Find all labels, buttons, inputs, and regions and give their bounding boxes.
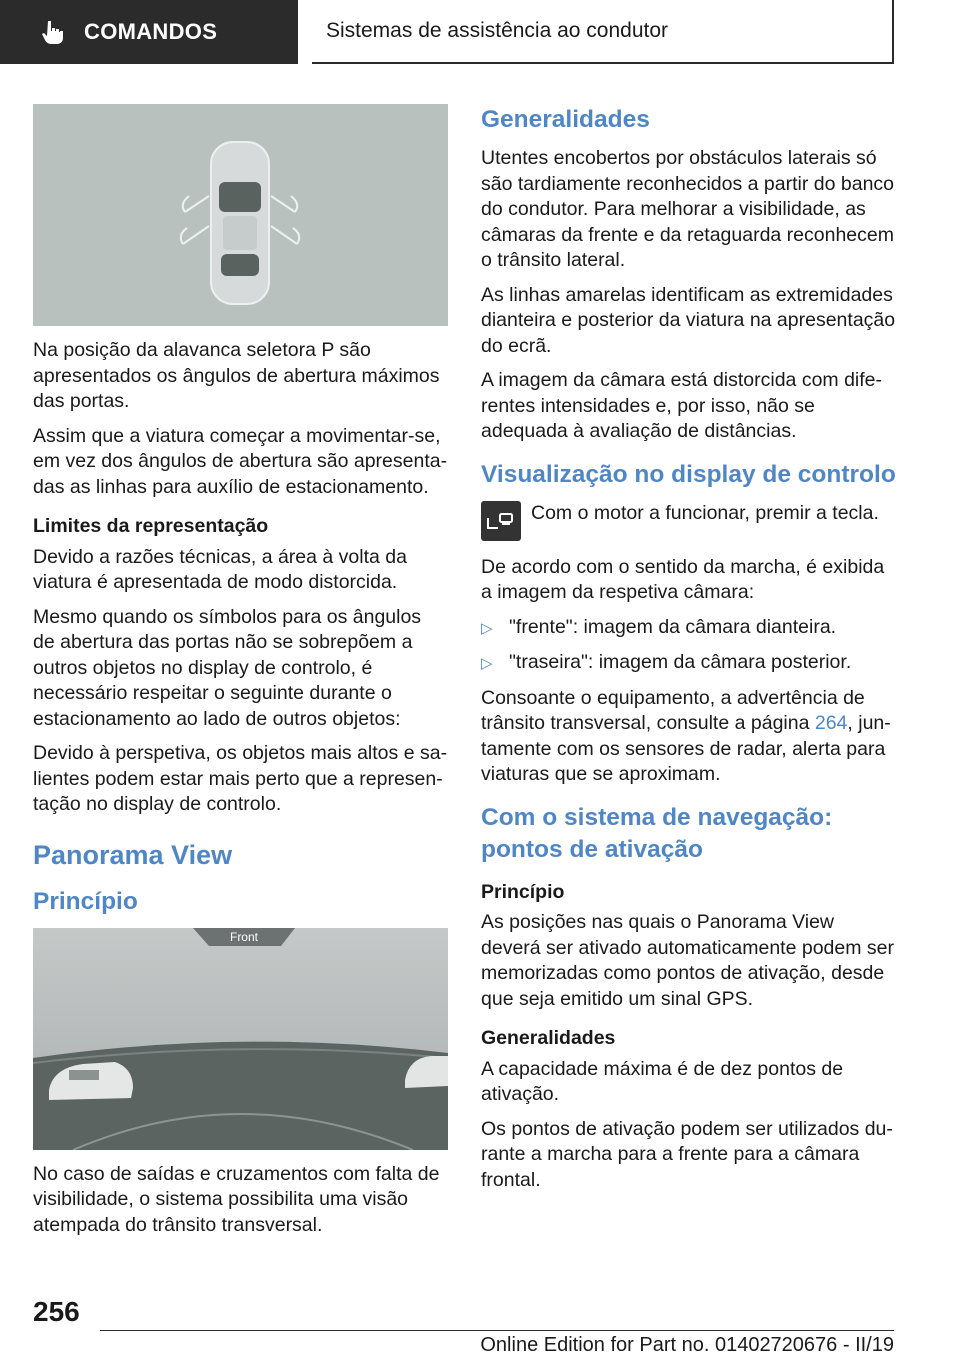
heading-visualizacao: Visualização no display de controlo: [481, 460, 896, 488]
list-item-text: "frente": imagem da câmara dianteira.: [509, 615, 837, 638]
front-label: Front: [229, 929, 259, 944]
paragraph: As linhas amarelas identificam as extremidades dianteira e posterior da viatura na apresentação do ecrã.: [481, 283, 896, 357]
list-item-text: "traseira": imagem da câmara posterior.: [509, 651, 852, 673]
heading-generalidades: Generalidades: [481, 106, 650, 133]
camera-button-icon: [481, 501, 521, 541]
paragraph: Os pontos de ativação podem ser utilizados durante a marcha para a frente para a câmara frontal.: [481, 1117, 893, 1191]
paragraph-text: , juntamente com os sensores de radar, alerta para viaturas que se aproximam.: [481, 712, 891, 785]
subheading-limits: Limites da representação: [33, 515, 269, 537]
paragraph: Mesmo quando os símbolos para os ângulos de abertura das portas não se sobrepõem a outros objetos no display de controlo, é necessário respeitar o seguinte durante o estacionamento ao lado de outros objetos:: [33, 605, 422, 730]
button-instruction-text: Com o motor a funcionar, premir a tecla.: [531, 501, 879, 524]
heading-principio: Princípio: [33, 887, 138, 915]
pointing-hand-icon: [40, 19, 66, 45]
page-link-264[interactable]: 264: [814, 712, 848, 734]
paragraph: Na posição da alavanca seletora P são apresentados os ângulos de abertura máximos das portas.: [33, 339, 440, 412]
paragraph: Devido a razões técnicas, a área à volta da viatura é apresentada de modo distorcida.: [33, 545, 407, 593]
button-instruction: [481, 501, 896, 541]
paragraph: Assim que a viatura começar a movimentar-se, em vez dos ângulos de abertura são apresentadas as linhas para auxílio de estacionamento.: [33, 424, 448, 498]
right-column: [481, 104, 896, 1202]
triangle-right-icon: ▷: [481, 655, 493, 672]
section-title: COMANDOS: [84, 19, 218, 44]
paragraph: As posições nas quais o Panorama View deverá ser ativado automaticamente podem ser memorizadas como pontos de ativação, desde que seja emitido um sinal GPS.: [481, 911, 894, 1010]
list-item: [481, 650, 896, 677]
triangle-right-icon: ▷: [481, 619, 493, 637]
heading-navegacao: Com o sistema de navegação: pontos de ativação: [481, 803, 833, 863]
paragraph-text: Consoante o equipamento, a advertência de trânsito transversal, consulte a página: [481, 686, 865, 734]
subheading-generalidades: Generalidades: [481, 1027, 616, 1049]
section-tab: [0, 0, 298, 64]
list-item: [481, 615, 896, 642]
paragraph: No caso de saídas e cruzamentos com falta de visibilidade, o sistema possibilita uma visão atempada do trânsito transversal.: [33, 1162, 440, 1236]
chapter-title: Sistemas de assistência ao condutor: [326, 19, 669, 42]
heading-panorama-view: Panorama View: [33, 839, 233, 870]
footer-divider: [100, 1330, 894, 1331]
paragraph: Utentes encobertos por obstáculos laterais só são tardiamente reconhecidos a partir do banco do condutor. Para melhorar a visibilidade, as câmaras da frente e da retaguarda reconhecem o trânsito lateral.: [481, 147, 895, 271]
page-number: 256: [33, 1296, 80, 1327]
paragraph: [481, 686, 896, 788]
door-angles-figure: [33, 104, 448, 326]
paragraph: A imagem da câmara está distorcida com diferentes intensidades e, por isso, não se adequada à avaliação de distâncias.: [481, 369, 883, 442]
subheading-principio: Princípio: [481, 880, 565, 903]
paragraph: A capacidade máxima é de dez pontos de ativação.: [481, 1057, 844, 1105]
panorama-camera-figure: [33, 928, 448, 1150]
edition-note: Online Edition for Part no. 01402720676 - II/19: [480, 1334, 894, 1356]
paragraph: Devido à perspetiva, os objetos mais altos e salientes podem estar mais perto que a representação no display de controlo.: [33, 742, 448, 815]
chapter-header: [312, 0, 894, 64]
paragraph: De acordo com o sentido da marcha, é exibida a imagem da respetiva câmara:: [481, 555, 885, 603]
left-column: [33, 104, 448, 1247]
